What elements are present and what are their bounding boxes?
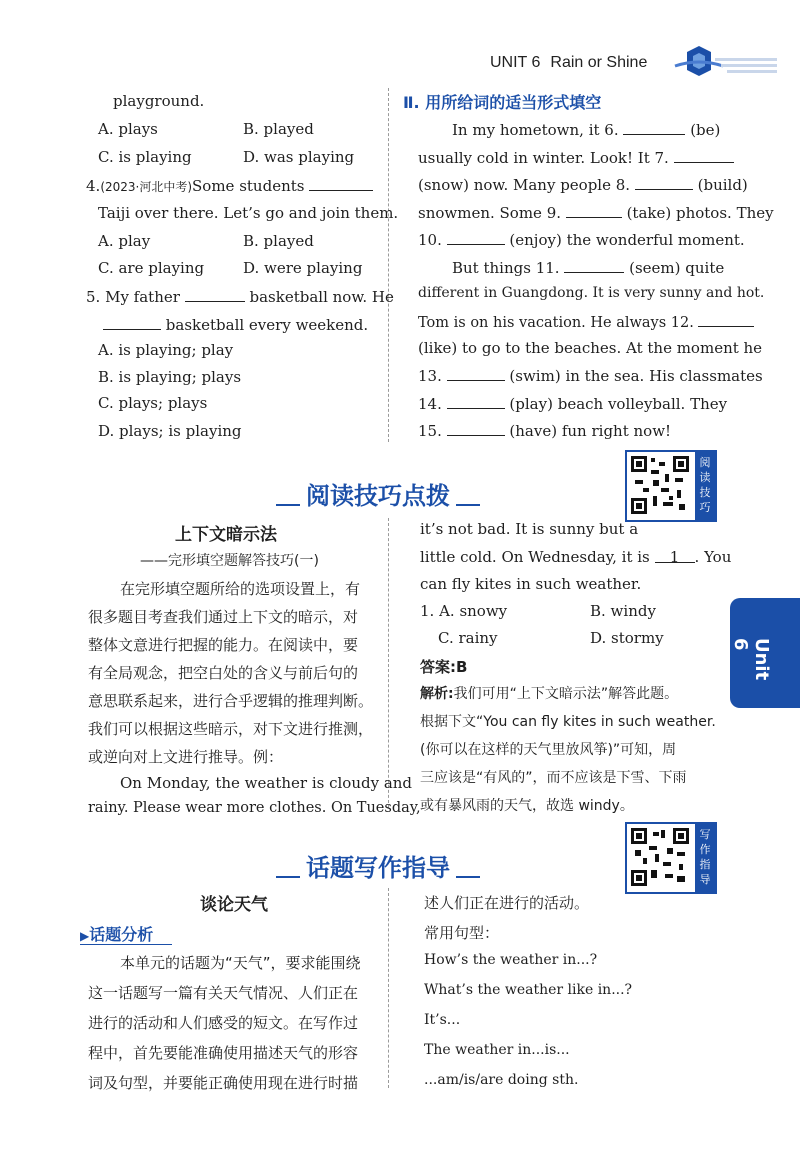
writing-para-4: 程中，首先要能准确使用描述天气的形容 (88, 1044, 359, 1062)
q4-line1 (86, 176, 373, 195)
answer-line (420, 656, 467, 677)
reading-para-3: 整体文意进行把握的能力。在阅读中，要 (88, 636, 359, 654)
writing-right-2: 常用句型： (424, 924, 500, 942)
fill-line-4 (418, 203, 774, 222)
unit-label: UNIT 6 (490, 54, 541, 71)
explanation-line-3: (你可以在这样的天气里放风筝)”可知，周 (420, 742, 677, 758)
fill-hint: (enjoy) the wonderful moment. (509, 231, 745, 249)
explanation-line-2: 根据下文“You can fly kites in such weather. (420, 714, 716, 730)
example-blank: 1 (655, 548, 695, 563)
fill-hint: (have) fun right now! (509, 422, 672, 440)
fill-text: Tom is on his vacation. He always 12. (418, 315, 694, 331)
q4-source: (2023·河北中考) (100, 180, 193, 194)
unit-side-tab (730, 598, 800, 708)
blank-10 (447, 230, 505, 245)
blank-6 (623, 120, 685, 135)
fill-hint: (build) (697, 176, 748, 194)
example-option-a: 1. A. snowy (420, 602, 508, 620)
fill-hint: (seem) quite (629, 259, 725, 277)
blank-7 (674, 148, 734, 163)
q3-option-c: C. is playing (98, 148, 192, 166)
fill-line-7: different in Guangdong. It is very sunny and hot. (418, 285, 765, 301)
example-line-2: rainy. Please wear more clothes. On Tuesday, (88, 800, 421, 816)
fill-line-9: (like) to go to the beaches. At the moment he (418, 339, 763, 357)
fill-text: snowmen. Some 9. (418, 204, 562, 222)
q4-text1: Some students (192, 177, 305, 195)
fill-text: usually cold in winter. Look! It 7. (418, 149, 669, 167)
writing-title: 谈论天气 (200, 895, 268, 915)
reading-subtitle: ——完形填空题解答技巧(一) (140, 553, 319, 569)
reading-para-7: 或逆向对上文进行推导。例： (88, 748, 284, 766)
q3-option-b: B. played (243, 120, 314, 138)
fill-line-3 (418, 175, 748, 194)
example-text-end: . You (694, 548, 732, 566)
topic-analysis-label: 话题分析 (89, 925, 154, 944)
fill-line-8 (418, 312, 754, 331)
q4-line2: Taiji over there. Let’s go and join them. (98, 204, 399, 222)
q5-option-c: C. plays; plays (98, 394, 208, 412)
column-divider-top (388, 88, 389, 442)
blank-13 (447, 366, 505, 381)
fill-text: 13. (418, 367, 442, 385)
q5-text3: basketball every weekend. (165, 316, 369, 334)
blank-12 (698, 312, 754, 327)
explanation-line-5: 或有暴风雨的天气，故选 windy。 (420, 798, 634, 814)
q5-option-d: D. plays; is playing (98, 422, 242, 440)
q5-text1: 5. My father (86, 288, 180, 306)
fill-text: (snow) now. Many people 8. (418, 176, 631, 194)
topic-analysis-heading (80, 922, 153, 945)
example-option-b: B. windy (590, 602, 656, 620)
fill-text: But things 11. (452, 259, 560, 277)
q4-option-a: A. play (98, 232, 151, 250)
writing-para-3: 进行的活动和人们感受的短文。在写作过 (88, 1014, 359, 1032)
example-line-1: On Monday, the weather is cloudy and (120, 774, 413, 792)
reading-title: 上下文暗示法 (175, 525, 277, 545)
reading-qr-code[interactable] (625, 450, 717, 522)
blank-11 (564, 258, 624, 273)
sentence-pattern-3: It’s... (424, 1012, 461, 1028)
qr-code-icon (631, 828, 689, 886)
fill-hint: (swim) in the sea. His classmates (509, 367, 763, 385)
q5-option-a: A. is playing; play (98, 341, 234, 359)
example-option-c: C. rainy (438, 629, 498, 647)
blank-9 (566, 203, 622, 218)
fill-text: 10. (418, 231, 442, 249)
writing-para-5: 词及句型，并要能正确使用现在进行时描 (88, 1074, 359, 1092)
blank-14 (447, 394, 505, 409)
explanation-line-4: 三应该是“有风的”，而不应该是下雪、下雨 (420, 770, 687, 786)
triangle-icon: ▶ (80, 929, 90, 943)
reading-para-1: 在完形填空题所给的选项设置上，有 (120, 580, 361, 598)
page-header (490, 54, 647, 72)
answer-value: B (456, 658, 468, 676)
fill-hint: (be) (690, 121, 721, 139)
reading-para-6: 我们可以根据这些暗示，对下文进行推测， (88, 720, 374, 738)
unit-side-tab-label: Unit 6 (730, 638, 772, 681)
reading-qr-label: 阅读技巧 (695, 452, 715, 520)
fill-text: In my hometown, it 6. (452, 121, 619, 139)
qr-code-icon (631, 456, 689, 514)
q3-option-d: D. was playing (243, 148, 355, 166)
fill-line-1 (452, 120, 720, 139)
q3-continuation: playground. (113, 92, 205, 110)
fill-line-5 (418, 230, 745, 249)
fill-text: 14. (418, 395, 442, 413)
writing-qr-code[interactable] (625, 822, 717, 894)
q4-blank (309, 176, 373, 191)
explanation-line-1 (420, 683, 678, 703)
explanation-text: 我们可用“上下文暗示法”解答此题。 (453, 686, 679, 702)
fill-line-10 (418, 366, 763, 385)
writing-qr-label: 写作指导 (695, 824, 715, 892)
writing-banner-text: 话题写作指导 (306, 854, 450, 882)
sentence-pattern-4: The weather in...is... (424, 1042, 570, 1058)
blank-8 (635, 175, 693, 190)
q5-option-b: B. is playing; plays (98, 368, 242, 386)
q4-option-c: C. are playing (98, 259, 205, 277)
example-line-4 (420, 548, 731, 566)
fill-hint: (play) beach volleyball. They (509, 395, 728, 413)
section-2-heading: Ⅱ. 用所给词的适当形式填空 (403, 93, 602, 112)
q4-option-b: B. played (243, 232, 314, 250)
unit-title: Rain or Shine (550, 54, 648, 71)
fill-line-6 (452, 258, 724, 277)
example-text: little cold. On Wednesday, it is (420, 548, 650, 566)
reading-para-2: 很多题目考查我们通过上下文的暗示，对 (88, 608, 359, 626)
fill-line-12 (418, 421, 671, 440)
answer-label: 答案: (420, 658, 456, 676)
example-line-5: can fly kites in such weather. (420, 575, 642, 593)
fill-line-2 (418, 148, 734, 167)
reading-para-4: 有全局观念，把空白处的含义与前后句的 (88, 664, 359, 682)
q5-text2: basketball now. He (249, 288, 394, 306)
blank-15 (447, 421, 505, 436)
fill-hint: (take) photos. They (626, 204, 774, 222)
q5-blank2 (103, 315, 161, 330)
column-divider-reading (388, 518, 389, 808)
reading-banner (270, 476, 486, 511)
q5-line1 (86, 287, 394, 306)
sentence-pattern-2: What’s the weather like in...? (424, 982, 633, 998)
q4-option-d: D. were playing (243, 259, 363, 277)
writing-right-1: 述人们正在进行的活动。 (424, 894, 590, 912)
reading-para-5: 意思联系起来，进行合乎逻辑的推理判断。 (88, 692, 374, 710)
book-logo-icon (665, 44, 780, 80)
column-divider-writing (388, 888, 389, 1088)
q5-line2 (103, 315, 368, 334)
writing-para-2: 这一话题写一篇有关天气情况、人们正在 (88, 984, 359, 1002)
fill-text: 15. (418, 422, 442, 440)
writing-para-1: 本单元的话题为“天气”，要求能围绕 (120, 954, 361, 972)
q3-option-a: A. plays (98, 120, 158, 138)
example-line-3: it’s not bad. It is sunny but a (420, 520, 639, 538)
reading-banner-text: 阅读技巧点拨 (306, 482, 450, 510)
q5-blank1 (185, 287, 245, 302)
sentence-pattern-1: How’s the weather in...? (424, 952, 598, 968)
writing-banner (270, 848, 486, 883)
q4-number: 4. (86, 177, 101, 195)
sentence-pattern-5: ...am/is/are doing sth. (424, 1072, 579, 1088)
explanation-label: 解析: (420, 686, 454, 702)
example-option-d: D. stormy (590, 629, 664, 647)
fill-line-11 (418, 394, 727, 413)
